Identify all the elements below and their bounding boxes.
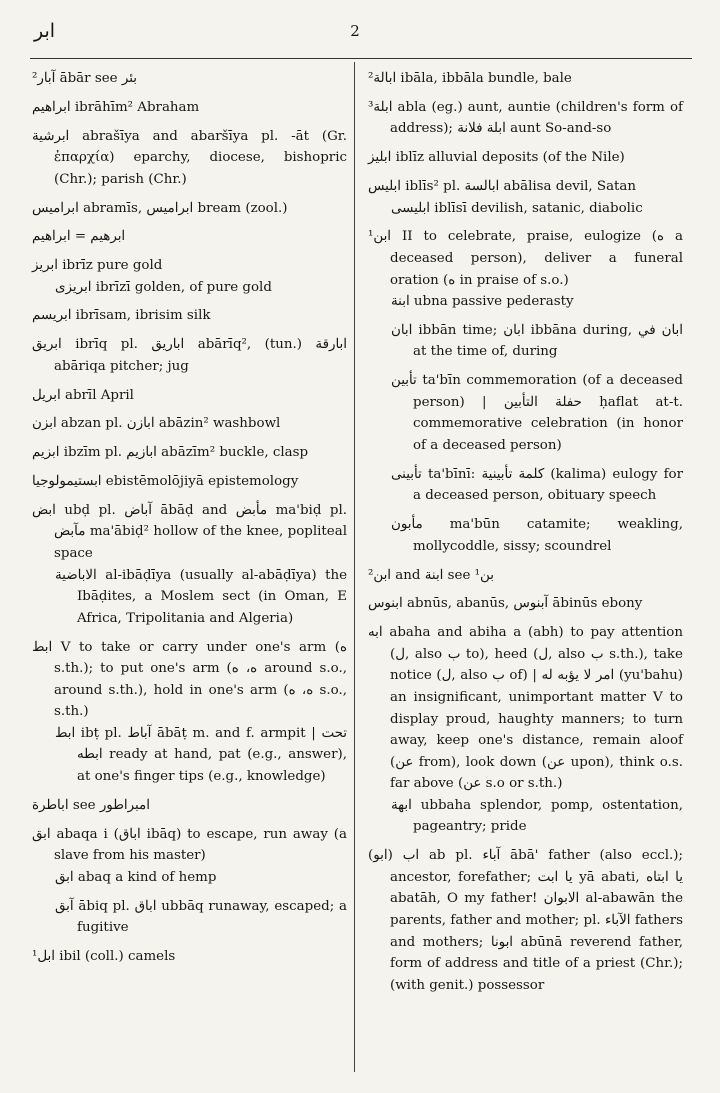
sub-entry: ابان ibbān time; ابان ibbāna during, ابان في at the time of, during [391,322,683,360]
dictionary-entry: ابق abaqa i (اباق ibāq) to escape, run away (a slave from his master) [32,826,347,864]
dictionary-entry: ابريز ibrīz pure gold [32,258,163,274]
column-divider [354,62,355,1072]
dictionary-entry: ابريق ibrīq pl. اباريق abārīq², (tun.) ابارقة abāriqa pitcher; jug [32,337,347,374]
dictionary-entry: ابستيمولوجيا ebistēmolōjiyā epistemology [32,473,299,489]
sub-entry: مأبون ma'būn catamite; weakling, mollycoddle, sissy; scoundrel [391,517,683,554]
right-column [368,68,683,1004]
dictionary-entry: ابزن abzan pl. ابازن abāzin² washbowl [32,416,281,432]
left-column [32,68,347,975]
page-number: 2 [350,22,360,40]
page-header [0,20,720,50]
dictionary-entry: ابليز iblīz alluvial deposits (of the Nile) [368,150,625,166]
sub-entry: ابريزى ibrīzī golden, of pure gold [55,279,272,295]
sub-entry: الاباضية al-ibāḍīya (usually al-abāḍīya) the Ibāḍites, a Moslem sect (in Oman, E Africa, Tripolitania and Algeria) [55,567,347,626]
dictionary-entry: ابرشية abrašīya and abaršīya pl. -āt (Gr. ἐπαρχία) eparchy, diocese, bishopric (Chr.); parish (Chr.) [32,128,347,187]
dictionary-entry: ¹ابن II to celebrate, praise, eulogize (ه a deceased person), deliver a funeral oration (ه in praise of s.o.) [368,229,683,288]
dictionary-entry: ابه abaha and abiha a (abh) to pay attention (ل, also ب to), heed (ل, also ب s.th.), take notice (ل, also ب of) | امر لا يؤبه له (yu'bahu) an insignificant, unimportant matter V to display proud, haughty manners; to turn away, keep one's distance, remain aloof (عن from), look down (عن upon), think o.s. far above (عن s.o or s.th.) [368,625,683,792]
dictionary-entry: ²ابن and ابنة see ¹بن [368,567,494,583]
sub-entry: ابهة ubbaha splendor, pomp, ostentation, pageantry; pride [391,797,683,835]
header-rule [30,58,692,59]
sub-entry: ابق abaq a kind of hemp [55,869,217,885]
dictionary-entry: ابرهيم = ابراهيم [32,229,126,245]
dictionary-entry: ابط V to take or carry under one's arm (ه s.th.); to put one's arm (ه، ه around s.o., around s.th.), hold in one's arm (ه، ه s.o., s.th.) [32,639,347,720]
dictionary-entry: ابراميس abramīs, ابراميس bream (zool.) [32,200,288,216]
sub-entry: تأبينى ta'bīnī: كلمة تأبينية (kalima) eulogy for a deceased person, obituary speech [391,466,683,504]
sub-entry: تأبين ta'bīn commemoration (of a deceased person) | حفلة التأبين ḥaflat at-t. commemorative celebration (in honor of a deceased person) [391,373,683,454]
dictionary-entry: ابنوس abnūs, abanūs, آبنوس ābinūs ebony [368,596,643,612]
dictionary-entry: اباطرة see امبراطور [32,797,150,813]
running-head: ابر [34,20,56,42]
sub-entry: آبق ābiq pl. اباق ubbāq runaway, escaped; a fugitive [55,898,348,936]
dictionary-entry: ²آبار ābār see بئر [32,71,137,86]
dictionary-entry: ابزيم ibzīm pl. ابازيم abāzīm² buckle, clasp [32,445,309,461]
dictionary-entry: ابض ubḍ pl. آباض ābāḍ and مأبض ma'biḍ pl. مآبض ma'ābiḍ² hollow of the knee, popliteal space [32,502,347,561]
sub-entry: ابنة ubna passive pederasty [391,294,574,310]
sub-entry: ابط ibṭ pl. آباط ābāṭ m. and f. armpit | تحت ابطه ready at hand, pat (e.g., answer), at one's finger tips (e.g., knowledge) [55,725,347,785]
dictionary-entry: ابليس iblīs² pl. ابالسة abālisa devil, Satan [368,178,637,194]
dictionary-entry: ابراهيم ibrāhīm² Abraham [32,99,200,115]
dictionary-entry: ³ابلة abla (eg.) aunt, auntie (children's form of address); ابلة فلانة aunt So-and-so [368,99,683,137]
dictionary-entry: ²ابالة ibāla, ibbāla bundle, bale [368,71,572,86]
dictionary-entry: ابريسم ibrīsam, ibrisim silk [32,308,211,324]
sub-entry: ابليسى iblīsī devilish, satanic, diabolic [391,200,643,216]
dictionary-entry: اب (ابو) ab pl. آباء ābā' father (also eccl.); ancestor, forefather; يا ابت yā abati, يا ابتاه abatāh, O my father! الابوان al-abawān the parents, father and mother; pl. الآباء fathers and mothers; ابونا abūnā reverend father, form of address and title of a priest (Chr.); (with genit.) possessor [368,848,684,993]
dictionary-entry: ابريل abrīl April [32,387,134,403]
dictionary-entry: ¹ابل ibil (coll.) camels [32,948,176,964]
